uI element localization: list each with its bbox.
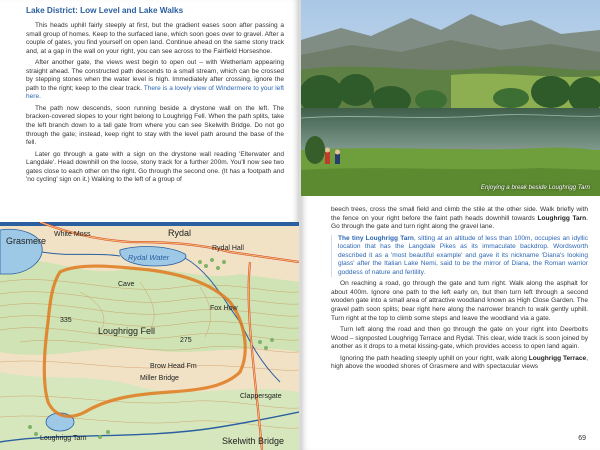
map-label-rydal-water: Rydal Water <box>128 253 170 262</box>
photo-caption: Enjoying a break beside Loughrigg Tarn <box>480 184 590 191</box>
paragraph: This heads uphill fairly steeply at first, but the gradient eases soon after passing a small group of homes. Keep to the surfaced lane, which soon goes over to gravel. After a couple of gates, you find yourself on open land. Continue ahead on the same stony track and, at a gap in the wall on your right, you can see across to the Fairfield Horseshoe. <box>26 22 284 55</box>
paragraph-text: Ignoring the path heading steeply uphill on your right, walk along <box>340 354 529 362</box>
paragraph-text: . Go through the gate and turn right along the gravel lane. <box>331 214 588 231</box>
map-label-brow-head: Brow Head Fm <box>150 363 197 370</box>
paragraph-text: After another gate, the views west begin to open out – with Wetherlam appearing straight ahead. The constructed path descends to a small stream, which can be crossed by stepping stones when the water level is high. Immediately after crossing, ignore the path to the right; keep to the clear track. <box>26 59 284 92</box>
paragraph <box>331 355 588 372</box>
place-name: Loughrigg Terrace <box>528 354 587 362</box>
paragraph-text: , high above the wooded shores of Grasmere and with spectacular views <box>331 354 589 371</box>
map-label-miller-bridge: Miller Bridge <box>140 375 179 382</box>
paragraph <box>331 206 588 232</box>
info-box-text: , sitting at an altitude of less than 100m, occupies an idyllic location that has the Langdale Pikes as its immaculate backdrop. Wordsworth described it as a 'most beautiful example' and gave it its nickname 'Diana's looking glass' after the Italian Lake Nemi, said to be the mirror of Diana, the Roman warrior goddess of nature and fertility. <box>338 234 588 276</box>
place-name: Loughrigg Tarn <box>537 214 587 222</box>
paragraph: The path now descends, soon running beside a drystone wall on the left. The bracken-covered slopes to your right belong to Loughrigg Fell. When the path splits, take the left branch down to a tall gate from where you can see Skelwith Bridge. Do not go through the gate; instead, keep right to stay with the level path around the base of the fell. <box>26 104 284 147</box>
paragraph: On reaching a road, go through the gate and turn right. Walk along the asphalt for about 400m. Ignore one path to the left early on, but then turn left through a second wooden gate into a small area of attractive woodland known as High Close Garden. The gravel path soon splits; bear right here along the narrower branch to walk gently uphill. Turn right at the top to climb some steps and leave the woodland via a gate. <box>331 280 588 322</box>
left-page <box>0 0 299 450</box>
map-label-fox-how: Fox How <box>210 305 238 312</box>
highlight-text: There is a lovely view of Windermere to your left here. <box>26 84 285 101</box>
right-body-text <box>331 206 588 375</box>
map-label-cave: Cave <box>118 281 135 288</box>
map-spot-height: 335 <box>60 317 72 324</box>
paragraph: Later go through a gate with a sign on the drystone wall reading 'Elterwater and Langdale'. Head downhill on the loose, stony track for a further 200m. You'll now see two gates close to each other on the right. Go through the second one. (It has a footpath and 'no cycling' sign on it.) Walking to the left of a group of <box>26 150 284 184</box>
paragraph-text: beech trees, cross the small field and climb the stile at the other side. Walk briefly with the fence on your right before the faint path heads downhill towards <box>331 206 588 222</box>
tarn-photo <box>301 0 600 196</box>
page-header: Lake District: Low Level and Lake Walks <box>26 6 184 15</box>
map-label-clappersgate: Clappersgate <box>240 393 282 400</box>
info-box-title: The tiny Loughrigg Tarn <box>338 234 414 242</box>
paragraph <box>26 59 284 102</box>
map-spot-height: 275 <box>180 337 192 344</box>
route-map <box>0 222 299 450</box>
map-label-rydal: Rydal <box>168 228 192 238</box>
map-label-skelwith-bridge: Skelwith Bridge <box>222 436 285 446</box>
paragraph: Turn left along the road and then go through the gate on your right into Deerbolts Wood – signposted Loughrigg Terrace and Rydal. This clear, wide track is soon joined by another as it drops to a metal kissing-gate, which provides access to open land again. <box>331 326 588 351</box>
map-label-white-moss: White Moss <box>54 231 91 238</box>
info-box <box>331 235 588 278</box>
left-body-text <box>26 22 284 188</box>
map-label-rydal-hall: Rydal Hall <box>212 245 244 252</box>
right-page <box>301 0 600 450</box>
map-label-loughrigg-tarn: Loughrigg Tarn <box>40 435 87 442</box>
map-label-loughrigg-fell: Loughrigg Fell <box>98 326 156 336</box>
map-label-grasmere: Grasmere <box>6 236 47 246</box>
page-number: 69 <box>578 435 586 442</box>
